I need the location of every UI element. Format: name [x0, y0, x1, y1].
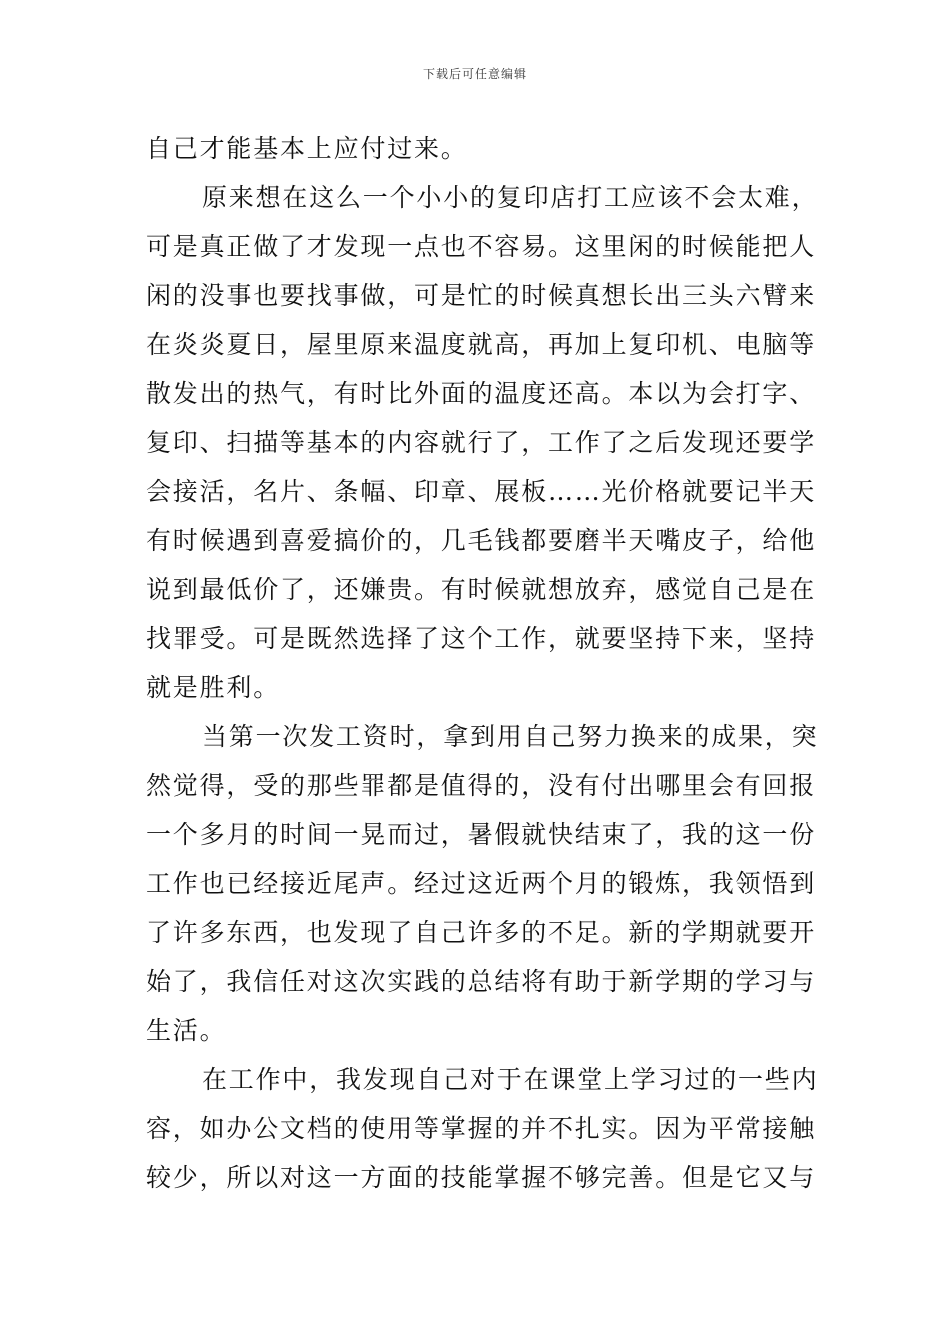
text-line: 生活。: [146, 1016, 227, 1045]
body-text: [146, 124, 819, 1202]
text-line: 较少，所以对这一方面的技能掌握不够完善。但是它又与: [146, 1163, 817, 1192]
text-line: 找罪受。可是既然选择了这个工作，就要坚持下来，坚持: [146, 624, 817, 653]
text-line: 散发出的热气，有时比外面的温度还高。本以为会打字、: [146, 379, 817, 408]
text-line: 了许多东西，也发现了自己许多的不足。新的学期就要开: [146, 918, 817, 947]
text-line: 容，如办公文档的使用等掌握的并不扎实。因为平常接触: [146, 1114, 817, 1143]
paragraph-first-line: 在工作中，我发现自己对于在课堂上学习过的一些内: [202, 1065, 819, 1094]
text-line: 就是胜利。: [146, 673, 281, 702]
text-line: 复印、扫描等基本的内容就行了，工作了之后发现还要学: [146, 428, 817, 457]
text-line: 一个多月的时间一晃而过，暑假就快结束了，我的这一份: [146, 820, 817, 849]
text-line: 在炎炎夏日，屋里原来温度就高，再加上复印机、电脑等: [146, 330, 817, 359]
text-line: 始了，我信任对这次实践的总结将有助于新学期的学习与: [146, 967, 817, 996]
page-header: 下载后可任意编辑: [422, 67, 527, 81]
text-line: 说到最低价了，还嫌贵。有时候就想放弃，感觉自己是在: [146, 575, 817, 604]
text-line: 可是真正做了才发现一点也不容易。这里闲的时候能把人: [146, 232, 817, 261]
paragraph-first-line: 原来想在这么一个小小的复印店打工应该不会太难，: [202, 183, 819, 212]
text-line: 闲的没事也要找事做，可是忙的时候真想长出三头六臂来: [146, 281, 817, 310]
text-line: 然觉得，受的那些罪都是值得的，没有付出哪里会有回报: [146, 771, 817, 800]
paragraph-first-line: 当第一次发工资时，拿到用自己努力换来的成果，突: [202, 722, 819, 751]
text-line: 工作也已经接近尾声。经过这近两个月的锻炼，我领悟到: [146, 869, 817, 898]
text-line: 会接活，名片、条幅、印章、展板……光价格就要记半天: [146, 477, 817, 506]
text-line: 自己才能基本上应付过来。: [146, 134, 468, 163]
text-line: 有时候遇到喜爱搞价的，几毛钱都要磨半天嘴皮子，给他: [146, 526, 817, 555]
